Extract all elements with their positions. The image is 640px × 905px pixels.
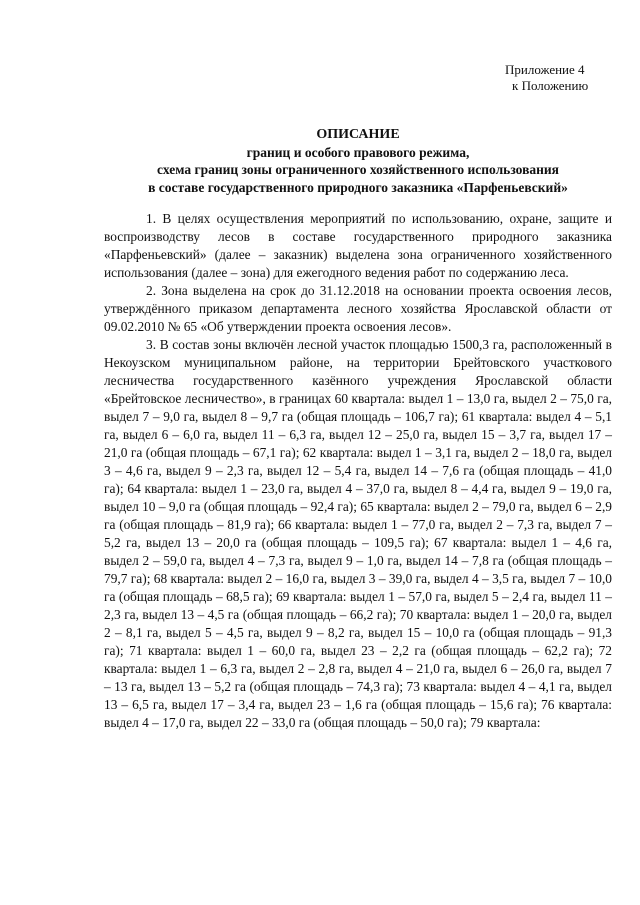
heading-line-4: в составе государственного природного заказника «Парфеньевский» [148, 179, 568, 195]
appendix-line-2: к Положению [512, 78, 589, 93]
heading-line-2: границ и особого правового режима, [246, 144, 470, 160]
appendix-note [505, 62, 588, 94]
document-body [104, 210, 612, 732]
paragraph-1: 1. В целях осуществления мероприятий по использованию, охране, защите и воспроизводству лесов в составе государственного природного заказника «Парфеньевский» (далее – заказник) выделена зона ограниченного хозяйственного использования (далее – зона) для ежегодного ведения работ по содержанию леса. [104, 211, 612, 280]
appendix-line-1: Приложение 4 [505, 62, 585, 77]
heading-title: ОПИСАНИЕ [316, 127, 400, 142]
document-heading [104, 126, 612, 196]
paragraph-3: 3. В состав зоны включён лесной участок площадью 1500,3 га, расположенный в Некоузском муниципальном районе, на территории Брейтовского участкового лесничества государственного казённого учреждения Ярославской области «Брейтовское лесничество», в границах 60 квартала: выдел 1 – 13,0 га, выдел 2 – 75,0 га, выдел 7 – 9,0 га, выдел 8 – 9,7 га (общая площадь – 106,7 га); 61 квартала: выдел 4 – 5,1 га, выдел 6 – 6,0 га, выдел 11 – 6,3 га, выдел 12 – 25,0 га, выдел 15 – 3,7 га, выдел 17 – 21,0 га (общая площадь – 67,1 га); 62 квартала: выдел 1 – 3,1 га, выдел 2 – 18,0 га, выдел 3 – 4,6 га, выдел 9 – 2,3 га, выдел 12 – 5,4 га, выдел 14 – 7,6 га (общая площадь – 41,0 га); 64 квартала: выдел 1 – 23,0 га, выдел 4 – 37,0 га, выдел 8 – 4,4 га, выдел 9 – 19,0 га, выдел 10 – 9,0 га (общая площадь – 92,4 га); 65 квартала: выдел 2 – 79,0 га, выдел 6 – 2,9 га (общая площадь – 81,9 га); 66 квартала: выдел 1 – 77,0 га, выдел 2 – 7,3 га, выдел 7 – 5,2 га, выдел 13 – 20,0 га (общая площадь – 109,5 га); 67 квартала: выдел 1 – 4,6 га, выдел 2 – 59,0 га, выдел 4 – 7,3 га, выдел 9 – 1,0 га, выдел 14 – 7,8 га (общая площадь – 79,7 га); 68 квартала: выдел 2 – 16,0 га, выдел 3 – 39,0 га, выдел 4 – 3,5 га, выдел 7 – 10,0 га (общая площадь – 68,5 га); 69 квартала: выдел 1 – 57,0 га, выдел 5 – 2,4 га, выдел 11 – 2,3 га, выдел 13 – 4,5 га (общая площадь – 66,2 га); 70 квартала: выдел 1 – 20,0 га, выдел 2 – 8,1 га, выдел 5 – 4,5 га, выдел 9 – 8,2 га, выдел 15 – 10,0 га (общая площадь – 91,3 га); 71 квартала: выдел 1 – 60,0 га, выдел 23 – 2,2 га (общая площадь – 62,2 га); 72 квартала: выдел 1 – 6,3 га, выдел 2 – 2,8 га, выдел 4 – 21,0 га, выдел 6 – 26,0 га, выдел 7 – 13 га, выдел 13 – 5,2 га (общая площадь – 74,3 га); 73 квартала: выдел 4 – 4,1 га, выдел 13 – 6,5 га, выдел 17 – 3,4 га, выдел 23 – 1,6 га (общая площадь – 15,6 га); 76 квартала: выдел 4 – 17,0 га, выдел 22 – 33,0 га (общая площадь – 50,0 га); 79 квартала: [104, 337, 612, 730]
heading-line-3: схема границ зоны ограниченного хозяйственного использования [157, 162, 559, 177]
paragraph-2: 2. Зона выделена на срок до 31.12.2018 на основании проекта освоения лесов, утверждённого приказом департамента лесного хозяйства Ярославской области от 09.02.2010 № 65 «Об утверждении проекта освоения лесов». [104, 283, 612, 334]
